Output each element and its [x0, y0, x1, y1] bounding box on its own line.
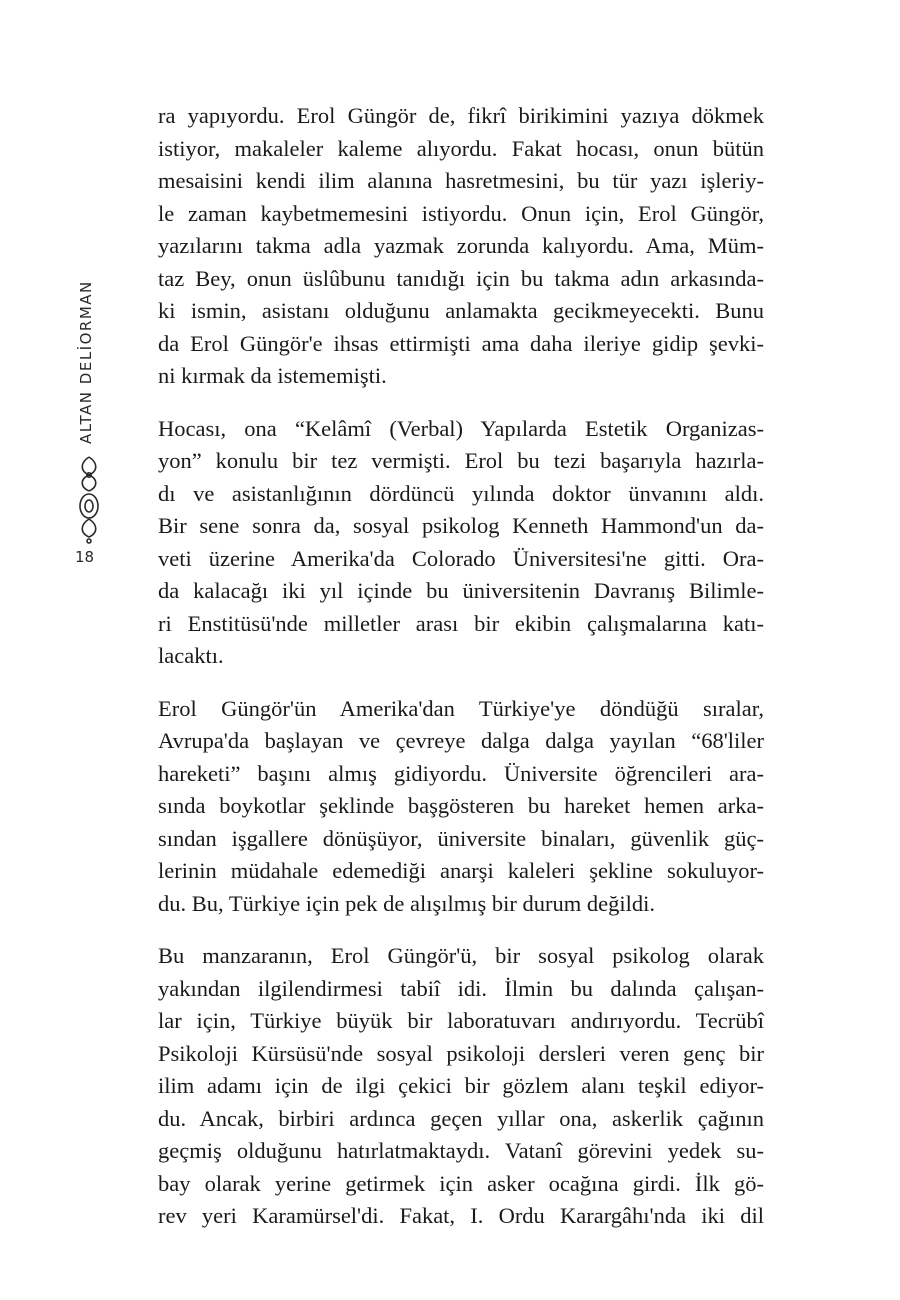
text-line: du. Ancak, birbiri ardınca geçen yıllar ona, askerlik çağının	[158, 1105, 764, 1131]
text-line: istiyor, makaleler kaleme alıyordu. Fakat hocası, onun bütün	[158, 135, 764, 161]
text-line: du. Bu, Türkiye için pek de alışılmış bir durum değildi.	[158, 890, 656, 916]
text-line: yon” konulu bir tez vermişti. Erol bu tezi başarıyla hazırla-	[158, 448, 764, 473]
text-line: da Erol Güngör'e ihsas ettirmişti ama daha ileriye gidip şevki-	[158, 330, 764, 356]
paragraph	[158, 100, 764, 393]
page-sidebar	[66, 270, 110, 570]
text-line: Psikoloji Kürsüsü'nde sosyal psikoloji dersleri veren genç bir	[158, 1040, 764, 1066]
text-line: ki ismin, asistanı olduğunu anlamakta gecikmeyecekti. Bunu	[158, 298, 764, 323]
text-line: Bu manzaranın, Erol Güngör'ü, bir sosyal psikolog olarak	[158, 943, 764, 968]
body-text	[158, 100, 764, 1253]
text-line: mesaisini kendi ilim alanına hasretmesini, bu tür yazı işleriy-	[158, 168, 764, 193]
text-line: sından işgallere dönüşüyor, üniversite binaları, güvenlik güç-	[158, 825, 764, 851]
text-line: rev yeri Karamürsel'di. Fakat, I. Ordu Karargâhı'nda iki dil	[158, 1203, 764, 1228]
text-line: sında boykotlar şeklinde başgösteren bu hareket hemen arka-	[158, 793, 764, 818]
paragraph	[158, 693, 764, 921]
paragraph	[158, 940, 764, 1233]
text-line: ri Enstitüsü'nde milletler arası bir ekibin çalışmalarına katı-	[158, 610, 764, 636]
text-line: dı ve asistanlığının dördüncü yılında doktor ünvanını aldı.	[158, 480, 764, 506]
text-line: lar için, Türkiye büyük bir laboratuvarı andırıyordu. Tecrübî	[158, 1008, 764, 1033]
ornament-icon	[75, 455, 103, 545]
paragraph	[158, 413, 764, 673]
page-number: 18	[75, 548, 95, 566]
text-line: ilim adamı için de ilgi çekici bir gözlem alanı teşkil ediyor-	[158, 1073, 764, 1098]
text-line: geçmiş olduğunu hatırlatmaktaydı. Vatanî görevini yedek su-	[158, 1138, 764, 1163]
text-line: taz Bey, onun üslûbunu tanıdığı için bu takma adın arkasında-	[158, 265, 764, 291]
text-line: lerinin müdahale edemediği anarşi kaleleri şekline sokuluyor-	[158, 858, 764, 883]
text-line: le zaman kaybetmemesini istiyordu. Onun için, Erol Güngör,	[158, 200, 764, 226]
text-line: Erol Güngör'ün Amerika'dan Türkiye'ye döndüğü sıralar,	[158, 695, 764, 721]
text-line: ra yapıyordu. Erol Güngör de, fikrî birikimini yazıya dökmek	[158, 103, 764, 128]
text-line: Hocası, ona “Kelâmî (Verbal) Yapılarda Estetik Organizas-	[158, 415, 764, 441]
text-line: veti üzerine Amerika'da Colorado Üniversitesi'ne gitti. Ora-	[158, 545, 764, 571]
text-line: yakından ilgilendirmesi tabiî idi. İlmin bu dalında çalışan-	[158, 975, 764, 1001]
text-line: ni kırmak da istememişti.	[158, 363, 387, 388]
text-line: Bir sene sonra da, sosyal psikolog Kenneth Hammond'un da-	[158, 513, 764, 538]
text-line: da kalacağı iki yıl içinde bu üniversitenin Davranış Bilimle-	[158, 578, 764, 603]
text-line: hareketi” başını almış gidiyordu. Üniversite öğrencileri ara-	[158, 760, 764, 786]
text-line: Avrupa'da başlayan ve çevreye dalga dalga yayılan “68'liler	[158, 728, 764, 753]
running-head-author: ALTAN DELİORMAN	[77, 280, 95, 444]
text-line: bay olarak yerine getirmek için asker ocağına girdi. İlk gö-	[158, 1170, 764, 1196]
text-line: lacaktı.	[158, 643, 224, 668]
text-line: yazılarını takma adla yazmak zorunda kalıyordu. Ama, Müm-	[158, 233, 764, 258]
